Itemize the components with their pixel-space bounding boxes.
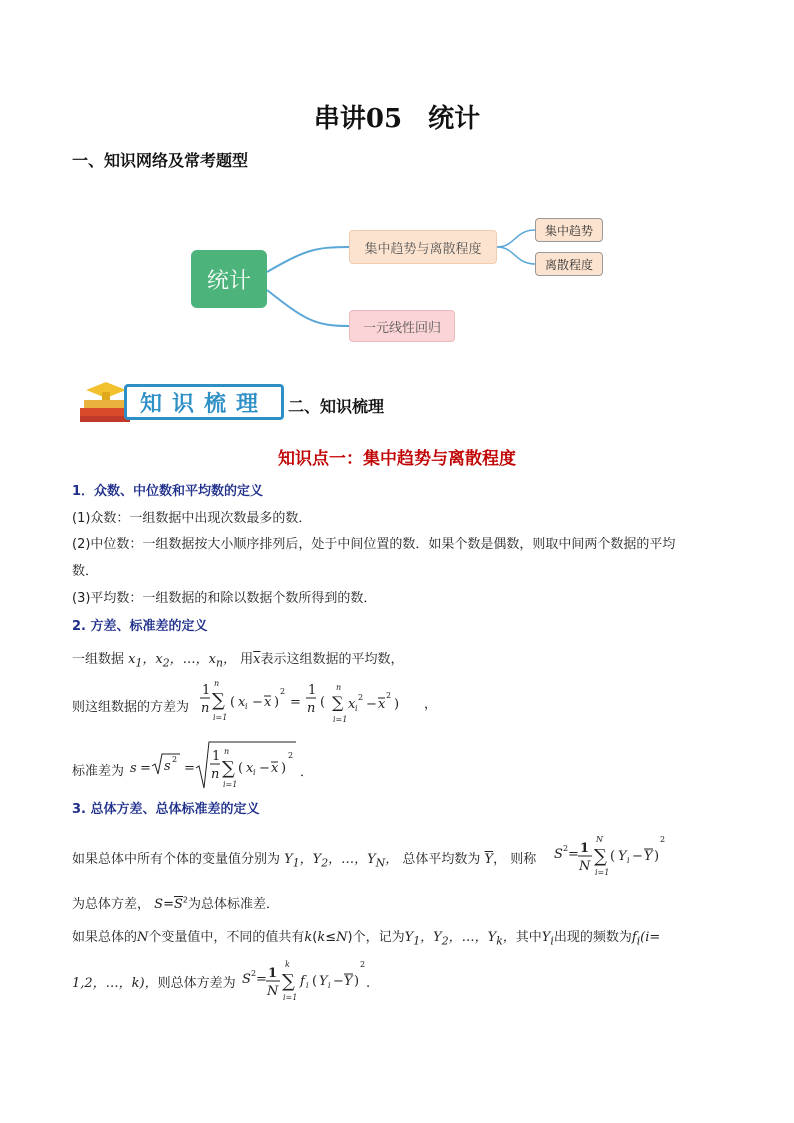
knowledge-point-title: 知识点一：集中趋势与离散程度 bbox=[278, 449, 516, 469]
svg-text:(: ( bbox=[238, 761, 244, 776]
svg-text:n: n bbox=[201, 701, 210, 716]
svg-text:N: N bbox=[596, 835, 603, 844]
variance-line-label: 则这组数据的方差为 bbox=[72, 700, 190, 715]
mode-definition: (1)众数：一组数据中出现次数最多的数． bbox=[72, 511, 312, 526]
distinct-values-list: $Y_1$，$Y_2$，…，$Y_k$， bbox=[404, 930, 516, 948]
svg-text:): ) bbox=[354, 974, 360, 989]
population-mean-symbol: $\overline{Y}$ bbox=[484, 852, 494, 867]
svg-text:i=1: i=1 bbox=[283, 993, 298, 1002]
svg-text:1: 1 bbox=[308, 683, 317, 698]
svg-text:S: S bbox=[242, 972, 251, 987]
item3-heading: 3. 总体方差、总体标准差的定义 bbox=[72, 802, 260, 817]
svg-text:x: x bbox=[246, 761, 254, 776]
svg-text:2: 2 bbox=[563, 844, 569, 853]
svg-text:i=1: i=1 bbox=[333, 715, 348, 724]
mind-map-leaf-central-tendency: 集中趋势 bbox=[535, 218, 603, 242]
svg-text:2: 2 bbox=[358, 693, 364, 702]
section-heading-1: 一、知识网络及常考题型 bbox=[72, 151, 249, 170]
svg-text:2: 2 bbox=[360, 960, 366, 969]
svg-text:(: ( bbox=[312, 974, 318, 989]
mind-map-branch-linear-regression: 一元线性回归 bbox=[349, 310, 455, 342]
svg-text:.: . bbox=[366, 976, 371, 991]
svg-text:∑: ∑ bbox=[332, 693, 344, 712]
svg-text:): ) bbox=[274, 695, 280, 710]
svg-text:i=1: i=1 bbox=[213, 713, 228, 722]
svg-text:x: x bbox=[348, 697, 356, 712]
svg-text:k: k bbox=[285, 960, 290, 969]
svg-text:i: i bbox=[306, 981, 309, 990]
k-condition: k bbox=[304, 930, 313, 945]
section-heading-2: 二、知识梳理 bbox=[288, 397, 385, 416]
svg-text:=: = bbox=[140, 761, 151, 776]
svg-text:(: ( bbox=[320, 695, 326, 710]
item1-heading: 1．众数、中位数和平均数的定义 bbox=[72, 484, 264, 499]
median-definition: (2)中位数：一组数据按大小顺序排列后，处于中间位置的数．如果个数是偶数，则取中间两个数据的平均 bbox=[72, 537, 676, 552]
svg-text:N: N bbox=[267, 984, 279, 999]
svg-text:n: n bbox=[214, 679, 220, 688]
std-formula bbox=[128, 738, 318, 790]
svg-text:∑: ∑ bbox=[212, 690, 225, 711]
svg-text:∑: ∑ bbox=[222, 758, 235, 779]
svg-text:．: ． bbox=[300, 765, 314, 780]
svg-text:x: x bbox=[264, 695, 272, 710]
svg-text:): ) bbox=[654, 849, 660, 864]
svg-text:2: 2 bbox=[172, 755, 178, 764]
svg-text:i=1: i=1 bbox=[595, 868, 610, 877]
svg-text:n: n bbox=[336, 683, 342, 692]
population-values-line: 如果总体中所有个体的变量值分别为 $Y_1$，$Y_2$，…，$Y_N$， 总体平均数为 $\overline{Y}$， 则称 bbox=[72, 852, 537, 870]
mind-map-leaf-dispersion: 离散程度 bbox=[535, 252, 603, 276]
svg-text:−: − bbox=[632, 849, 643, 864]
variance-formula bbox=[198, 678, 438, 726]
data-list-formula: $x_1$，$x_2$，…，$x_n$， bbox=[128, 652, 236, 670]
population-std-line: 为总体方差， $S=S^2$为总体标准差． bbox=[72, 895, 279, 912]
svg-text:2: 2 bbox=[660, 835, 666, 844]
item2-heading: 2. 方差、标准差的定义 bbox=[72, 619, 208, 634]
population-std-formula: S bbox=[154, 897, 164, 912]
svg-text:2: 2 bbox=[288, 751, 294, 760]
variance-intro-line: 一组数据 $x_1$，$x_2$，…，$x_n$， 用$\overline{x}$表示这组数据的平均数， bbox=[72, 652, 404, 670]
svg-text:2: 2 bbox=[280, 687, 286, 696]
page-title: 串讲05 统计 bbox=[313, 104, 481, 134]
svg-text:−: − bbox=[259, 761, 270, 776]
svg-text:i: i bbox=[627, 856, 630, 865]
population-list-formula: $Y_1$，$Y_2$，…，$Y_N$， bbox=[284, 852, 399, 870]
svg-text:f: f bbox=[300, 974, 305, 989]
svg-text:Y: Y bbox=[344, 974, 353, 989]
svg-text:x: x bbox=[271, 761, 279, 776]
frequency-formula: $f_i(i=$ bbox=[631, 930, 661, 948]
svg-text:i=1: i=1 bbox=[223, 780, 238, 789]
svg-text:s: s bbox=[130, 761, 137, 776]
svg-text:(: ( bbox=[610, 849, 616, 864]
svg-text:2: 2 bbox=[386, 691, 392, 700]
svg-text:Y: Y bbox=[319, 974, 328, 989]
svg-text:=: = bbox=[568, 847, 579, 862]
population-variance-formula bbox=[552, 830, 672, 880]
svg-text:N: N bbox=[579, 859, 591, 874]
svg-text:n: n bbox=[211, 767, 220, 782]
svg-text:Y: Y bbox=[618, 849, 627, 864]
svg-text:s: s bbox=[164, 759, 171, 774]
weighted-variance-formula bbox=[240, 955, 380, 1005]
mind-map bbox=[185, 210, 615, 350]
svg-text:=: = bbox=[256, 972, 267, 987]
std-line-label: 标准差为 bbox=[72, 764, 125, 779]
svg-text:1: 1 bbox=[212, 749, 221, 764]
mind-map-root: 统计 bbox=[191, 250, 267, 308]
svg-text:1: 1 bbox=[268, 966, 278, 981]
svg-text:，: ， bbox=[424, 697, 438, 712]
svg-text:S: S bbox=[554, 847, 563, 862]
svg-text:x: x bbox=[238, 695, 246, 710]
svg-text:=: = bbox=[290, 695, 301, 710]
mean-symbol: $\overline{x}$ bbox=[253, 652, 261, 667]
mean-definition: (3)平均数：一组数据的和除以数据个数所得到的数． bbox=[72, 591, 377, 606]
svg-text:i: i bbox=[355, 704, 358, 713]
svg-text:i: i bbox=[253, 768, 256, 777]
median-definition-cont: 数． bbox=[72, 564, 99, 579]
svg-text:(: ( bbox=[230, 695, 236, 710]
svg-text:−: − bbox=[252, 695, 263, 710]
svg-text:−: − bbox=[333, 974, 344, 989]
svg-text:i: i bbox=[328, 981, 331, 990]
banner-label: 知识梳理 bbox=[124, 384, 284, 420]
svg-text:): ) bbox=[281, 761, 287, 776]
svg-text:Y: Y bbox=[644, 849, 653, 864]
svg-text:∑: ∑ bbox=[594, 846, 607, 867]
mind-map-branch-central-tendency: 集中趋势与离散程度 bbox=[349, 230, 497, 264]
svg-text:2: 2 bbox=[251, 969, 257, 978]
svg-text:i: i bbox=[245, 702, 248, 711]
svg-text:n: n bbox=[307, 701, 316, 716]
svg-text:n: n bbox=[224, 747, 230, 756]
svg-text:x: x bbox=[378, 697, 386, 712]
frequency-variance-line: 1,2，…，k)，则总体方差为 bbox=[72, 976, 236, 991]
svg-text:): ) bbox=[394, 697, 400, 712]
svg-text:=: = bbox=[184, 761, 195, 776]
frequency-line: 如果总体的N个变量值中，不同的值共有k(k≤N)个，记为$Y_1$，$Y_2$，…，$Y_k$，其中$Y_i$出现的频数为$f_i(i=$ bbox=[72, 930, 661, 948]
svg-text:1: 1 bbox=[202, 683, 211, 698]
knowledge-banner bbox=[76, 378, 288, 426]
svg-text:−: − bbox=[366, 697, 377, 712]
svg-text:1: 1 bbox=[580, 841, 590, 856]
svg-text:∑: ∑ bbox=[282, 971, 295, 992]
